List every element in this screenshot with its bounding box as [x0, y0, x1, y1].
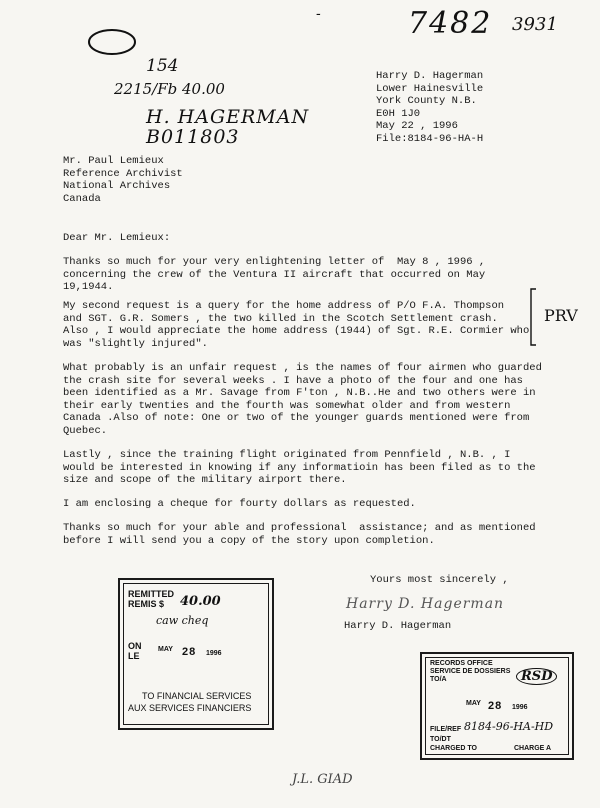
- paragraph-2: My second request is a query for the home address of P/O F.A. Thompson and SGT. G.R. Somers , the two killed in the Scotch Settlement crash. Also , I would appreciate the home address (1944) of Sgt. R.E. Cormier who was "slightly injured".: [63, 300, 530, 350]
- to-dt-label: TO/DT: [430, 736, 451, 743]
- signature: Harry D. Hagerman: [346, 596, 505, 612]
- records-date-month: MAY: [466, 700, 481, 707]
- remittance-stamp: [118, 578, 274, 730]
- handwritten-bottom-mark: J.L. GIAD: [292, 772, 353, 787]
- routed-to-value: RSD: [516, 668, 557, 685]
- file-ref-label: FILE/REF: [430, 726, 462, 733]
- paragraph-4: Lastly , since the training flight originated from Pennfield , N.B. , I would be interested in knowing if any informatioin has been filed as to the size and scope of the military airport there.: [63, 449, 536, 487]
- service-de-dossiers-label: SERVICE DE DOSSIERS: [430, 668, 511, 675]
- handwritten-dash: -: [316, 6, 321, 22]
- file-reference: File:8184-96-HA-H: [376, 132, 484, 145]
- aux-services-financiers: AUX SERVICES FINANCIERS: [128, 703, 252, 713]
- letter-date: May 22 , 1996: [376, 120, 458, 133]
- recipient-title: Reference Archivist: [63, 167, 183, 180]
- to-financial-services: TO FINANCIAL SERVICES: [142, 691, 252, 701]
- margin-bracket: [528, 287, 538, 347]
- records-office-label: RECORDS OFFICE: [430, 660, 493, 667]
- handwritten-ref-1: 154: [146, 56, 179, 76]
- paragraph-1: Thanks so much for your very enlightening letter of May 8 , 1996 , concerning the crew of the Ventura II aircraft that occurred on May 19,1944.: [63, 256, 486, 294]
- remis-label: REMIS $: [128, 599, 165, 609]
- sender-county: York County N.B.: [376, 95, 477, 108]
- records-date-year: 1996: [512, 704, 528, 711]
- stamp-date-month: MAY: [158, 646, 173, 653]
- le-label: LE: [128, 651, 140, 661]
- charge-a-label: CHARGE A: [514, 745, 552, 752]
- handwritten-file-number: 7482: [408, 6, 493, 41]
- charged-to-label: CHARGED TO: [430, 745, 477, 752]
- signature-typed-name: Harry D. Hagerman: [344, 620, 452, 632]
- recipient-org: National Archives: [63, 180, 171, 193]
- hand-drawn-oval: [86, 26, 138, 58]
- on-label: ON: [128, 641, 142, 651]
- handwritten-name: H. HAGERMAN: [146, 106, 310, 128]
- stamp-date-year: 1996: [206, 650, 222, 657]
- records-office-stamp: [420, 652, 574, 760]
- paragraph-6: Thanks so much for your able and professional assistance; and as mentioned before I will send you a copy of the story upon completion.: [63, 522, 536, 547]
- remitted-amount: 40.00: [180, 594, 221, 609]
- sender-address: [376, 70, 483, 146]
- to-label: TO/A: [430, 676, 447, 683]
- handwritten-file-number-2: 3931: [512, 14, 558, 35]
- file-ref-value: 8184-96-HA-HD: [464, 720, 554, 733]
- salutation: Dear Mr. Lemieux:: [63, 232, 171, 244]
- recipient-address: [63, 155, 183, 205]
- stamp-date-day: 28: [182, 646, 197, 658]
- records-date-day: 28: [488, 700, 503, 712]
- sender-name: Harry D. Hagerman: [376, 70, 484, 82]
- handwritten-code: B011803: [146, 126, 240, 148]
- remittance-note: caw cheq: [156, 614, 209, 627]
- paragraph-5: I am enclosing a cheque for fourty dollars as requested.: [63, 498, 416, 510]
- handwritten-ref-2: 2215/Fb 40.00: [114, 80, 225, 98]
- remitted-label: REMITTED: [128, 589, 174, 599]
- sender-town: Lower Hainesville: [376, 82, 484, 95]
- handwritten-prv-note: PRV: [544, 306, 578, 325]
- recipient-name: Mr. Paul Lemieux: [63, 155, 164, 167]
- closing: Yours most sincerely ,: [370, 574, 509, 586]
- recipient-country: Canada: [63, 192, 101, 205]
- sender-postal-code: E0H 1J0: [376, 107, 421, 120]
- paragraph-3: What probably is an unfair request , is the names of four airmen who guarded the crash site for several weeks . I have a photo of the four and one has been identified as a Mr. Savage from F'ton , N.B..He and two others were in their early twenties and the fourth was somewhat older and from western Canada .Also of note: One or two of the younger guards mentioned were from Quebec.: [63, 362, 542, 437]
